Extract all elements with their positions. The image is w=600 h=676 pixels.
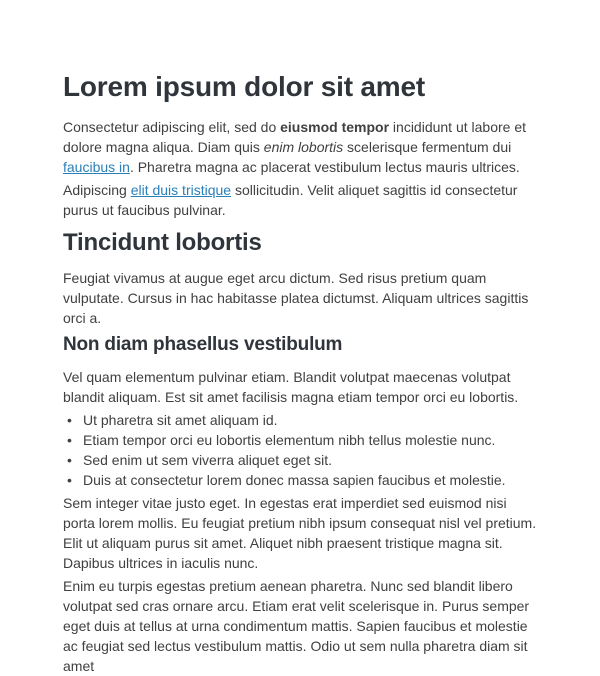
- paragraph-adipiscing: [63, 180, 538, 220]
- paragraph-vel-quam: Vel quam elementum pulvinar etiam. Blandit volutpat maecenas volutpat blandit aliquam. Est sit amet facilisis magna etiam tempor orci eu lobortis.: [63, 368, 519, 405]
- text-run: incididunt ut labore et dolore magna aliqua. Diam quis: [63, 118, 527, 155]
- text-run: Consectetur adipiscing elit, sed do: [63, 118, 281, 135]
- list-item: • Duis at consectetur lorem donec massa sapien faucibus et molestie.: [63, 470, 538, 490]
- paragraph-sem-integer: Sem integer vitae justo eget. In egestas erat imperdiet sed euismod nisi porta lorem mollis. Eu feugiat pretium nibh ipsum consequat nisl vel pretium. Elit ut aliquam purus sit amet. Aliquet nibh praesent tristique magna sit. Dapibus ultrices in iaculis nunc.: [63, 494, 537, 571]
- list-item: • Sed enim ut sem viverra aliquet eget sit.: [63, 450, 538, 470]
- text-run: sollicitudin. Velit aliquet sagittis id consectetur purus ut faucibus pulvinar.: [63, 181, 518, 218]
- italic-text: enim lobortis: [263, 138, 344, 155]
- section-heading-tincidunt-lobortis: Tincidunt lobortis: [63, 228, 262, 256]
- list-item: • Etiam tempor orci eu lobortis elementum nibh tellus molestie nunc.: [63, 430, 538, 450]
- list-item: • Ut pharetra sit amet aliquam id.: [63, 410, 538, 430]
- subsection-heading-non-diam-phasellus: Non diam phasellus vestibulum: [63, 334, 343, 356]
- bullet-list: [63, 410, 538, 490]
- text-run: . Pharetra magna ac placerat vestibulum lectus mauris ultrices.: [129, 158, 520, 175]
- paragraph-feugiat: Feugiat vivamus at augue eget arcu dictum. Sed risus pretium quam vulputate. Cursus in hac habitasse platea dictumst. Aliquam ultrices sagittis orci a.: [63, 270, 529, 327]
- bold-text: eiusmod tempor: [280, 118, 390, 135]
- inline-link[interactable]: elit duis tristique: [130, 181, 232, 198]
- page-title: Lorem ipsum dolor sit amet: [63, 71, 425, 102]
- paragraph-intro: [63, 117, 538, 177]
- text-run: Adipiscing: [63, 181, 131, 198]
- text-run: scelerisque fermentum dui: [343, 138, 512, 155]
- paragraph-enim-eu-turpis: Enim eu turpis egestas pretium aenean pharetra. Nunc sed blandit libero volutpat sed cras ornare arcu. Etiam erat velit scelerisque in. Purus semper eget duis at tellus at urna condimentum mattis. Sapien faucibus et molestie ac feugiat sed lectus vestibulum mattis. Odio ut sem nulla pharetra diam sit amet: [63, 577, 530, 674]
- inline-link[interactable]: faucibus in: [63, 158, 130, 175]
